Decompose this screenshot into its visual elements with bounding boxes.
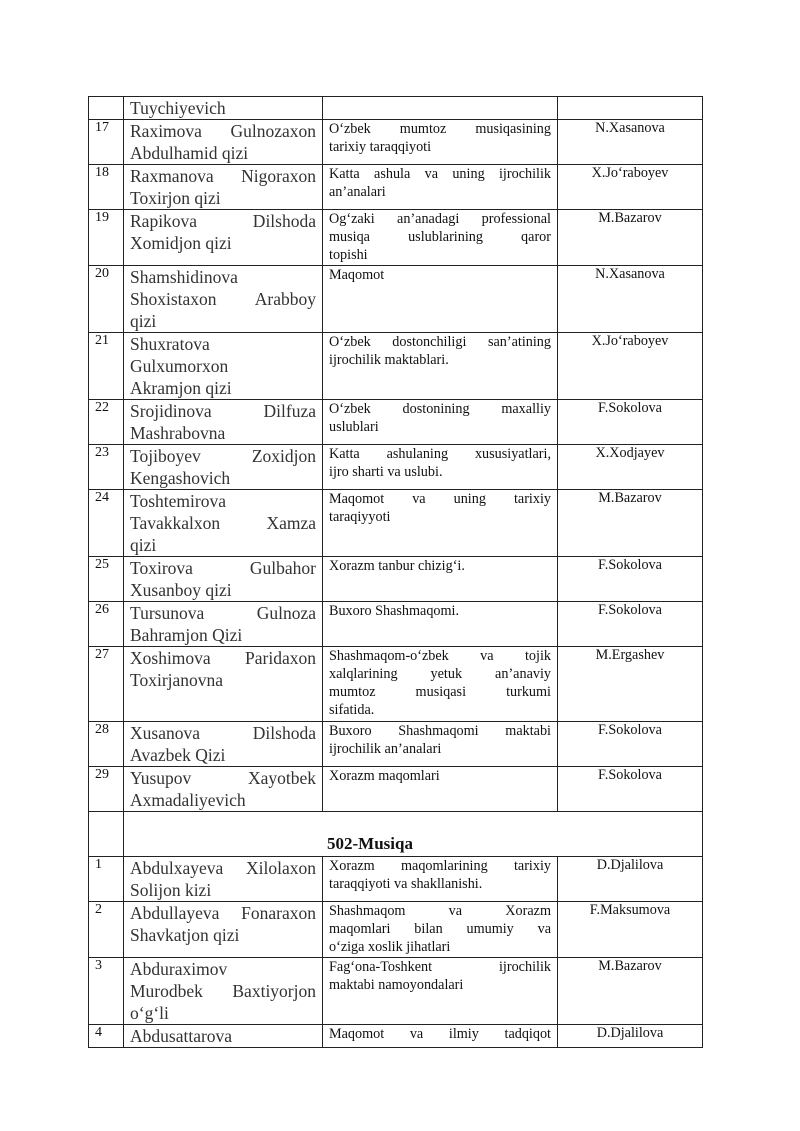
thesis-topic	[323, 902, 558, 958]
topic-line: Xorazm tanbur chizig‘i.	[329, 558, 465, 574]
student-name	[124, 490, 323, 557]
student-name	[124, 266, 323, 333]
topic-line: topishi	[329, 247, 368, 263]
table-row	[89, 266, 703, 333]
topic-line: Maqomot va uning tarixiy	[329, 491, 551, 507]
student-name	[124, 400, 323, 445]
thesis-topic	[323, 165, 558, 210]
topic-line: Og‘zaki an’anadagi professional	[329, 211, 551, 227]
name-line: Abdulxayeva Xilolaxon	[130, 858, 316, 878]
name-line: qizi	[130, 311, 157, 331]
name-line: Tursunova Gulnoza	[130, 603, 316, 623]
row-number: 2	[89, 902, 124, 958]
student-name	[124, 1025, 323, 1048]
thesis-topic	[323, 557, 558, 602]
name-line: Bahramjon Qizi	[130, 625, 243, 645]
name-line: Tavakkalxon Xamza	[130, 513, 316, 533]
student-name	[124, 647, 323, 722]
table-row	[89, 445, 703, 490]
row-number: 29	[89, 767, 124, 812]
topic-line: Fag‘ona-Toshkent ijrochilik	[329, 959, 551, 975]
name-line: Shavkatjon qizi	[130, 925, 240, 945]
row-number	[89, 97, 124, 120]
topic-line: ijro sharti va uslubi.	[329, 464, 443, 480]
name-line: o‘g‘li	[130, 1003, 169, 1023]
supervisor: F.Sokolova	[558, 400, 703, 445]
thesis-topic	[323, 333, 558, 400]
supervisor: M.Bazarov	[558, 210, 703, 266]
topic-line: O‘zbek mumtoz musiqasining	[329, 121, 551, 137]
row-number: 22	[89, 400, 124, 445]
name-line: Shuxratova	[130, 334, 210, 354]
row-number: 20	[89, 266, 124, 333]
thesis-topic	[323, 490, 558, 557]
table-row	[89, 958, 703, 1025]
thesis-topic	[323, 722, 558, 767]
thesis-topic	[323, 647, 558, 722]
row-number: 27	[89, 647, 124, 722]
name-line: Murodbek Baxtiyorjon	[130, 981, 316, 1001]
student-name	[124, 722, 323, 767]
topic-line: ijrochilik maktablari.	[329, 352, 449, 368]
thesis-topic	[323, 210, 558, 266]
thesis-topic	[323, 400, 558, 445]
student-name	[124, 333, 323, 400]
students-table	[88, 96, 703, 1048]
supervisor	[558, 97, 703, 120]
name-line: Avazbek Qizi	[130, 745, 226, 765]
student-name	[124, 557, 323, 602]
row-number: 25	[89, 557, 124, 602]
name-line: Kengashovich	[130, 468, 231, 488]
supervisor: M.Bazarov	[558, 958, 703, 1025]
student-name	[124, 902, 323, 958]
supervisor: D.Djalilova	[558, 1025, 703, 1048]
thesis-topic	[323, 97, 558, 120]
name-line: Abdullayeva Fonaraxon	[130, 903, 316, 923]
topic-line: o‘ziga xoslik jihatlari	[329, 939, 451, 955]
table-row	[89, 902, 703, 958]
topic-line: Maqomot va ilmiy tadqiqot	[329, 1026, 551, 1042]
student-name	[124, 445, 323, 490]
topic-line: Katta ashulaning xususiyatlari,	[329, 446, 551, 462]
name-line: Toshtemirova	[130, 491, 226, 511]
row-number: 28	[89, 722, 124, 767]
name-line: Tuychiyevich	[130, 98, 226, 118]
name-line: Akramjon qizi	[130, 378, 232, 398]
topic-line: Buxoro Shashmaqomi.	[329, 603, 460, 619]
topic-line: O‘zbek dostonchiligi san’atining	[329, 334, 551, 350]
name-line: Xomidjon qizi	[130, 233, 232, 253]
supervisor: N.Xasanova	[558, 266, 703, 333]
topic-line: musiqa uslublarining qaror	[329, 229, 551, 245]
table-row	[89, 165, 703, 210]
topic-line: Buxoro Shashmaqomi maktabi	[329, 723, 551, 739]
topic-line: Xorazm maqomlarining tarixiy	[329, 858, 551, 874]
name-line: Toxirova Gulbahor	[130, 558, 316, 578]
name-line: Yusupov Xayotbek	[130, 768, 316, 788]
student-name	[124, 958, 323, 1025]
topic-line: xalqlarining yetuk an’anaviy	[329, 666, 551, 682]
name-line: Axmadaliyevich	[130, 790, 246, 810]
thesis-topic	[323, 120, 558, 165]
group-title: 502-Musiqa	[327, 834, 413, 853]
row-number: 23	[89, 445, 124, 490]
row-number: 1	[89, 857, 124, 902]
topic-line: ijrochilik an’analari	[329, 741, 442, 757]
supervisor: M.Bazarov	[558, 490, 703, 557]
row-number: 19	[89, 210, 124, 266]
student-name	[124, 210, 323, 266]
thesis-topic	[323, 1025, 558, 1048]
thesis-topic	[323, 958, 558, 1025]
table-row	[89, 602, 703, 647]
thesis-topic	[323, 445, 558, 490]
topic-line: taraqiyyoti	[329, 509, 391, 525]
table-row	[89, 333, 703, 400]
table-row	[89, 97, 703, 120]
row-number: 17	[89, 120, 124, 165]
student-name	[124, 602, 323, 647]
topic-line: Katta ashula va uning ijrochilik	[329, 166, 551, 182]
topic-line: uslublari	[329, 419, 379, 435]
row-number: 4	[89, 1025, 124, 1048]
name-line: Xusanboy qizi	[130, 580, 232, 600]
name-line: Mashrabovna	[130, 423, 226, 443]
name-line: Tojiboyev Zoxidjon	[130, 446, 316, 466]
name-line: Abdusattarova	[130, 1026, 233, 1046]
row-number: 21	[89, 333, 124, 400]
supervisor: N.Xasanova	[558, 120, 703, 165]
topic-line: Shashmaqom va Xorazm	[329, 903, 551, 919]
table-row	[89, 722, 703, 767]
topic-line: O‘zbek dostonining maxalliy	[329, 401, 551, 417]
table-row	[89, 557, 703, 602]
supervisor: D.Djalilova	[558, 857, 703, 902]
supervisor: F.Maksumova	[558, 902, 703, 958]
supervisor: F.Sokolova	[558, 557, 703, 602]
thesis-topic	[323, 266, 558, 333]
topic-line: Xorazm maqomlari	[329, 768, 440, 784]
supervisor: X.Jo‘raboyev	[558, 165, 703, 210]
table-row	[89, 120, 703, 165]
name-line: Xusanova Dilshoda	[130, 723, 316, 743]
name-line: Raxmanova Nigoraxon	[130, 166, 316, 186]
name-line: Gulxumorxon	[130, 356, 229, 376]
table-row	[89, 490, 703, 557]
table-row	[89, 857, 703, 902]
group-header-row	[89, 812, 703, 857]
name-line: Abdulhamid qizi	[130, 143, 249, 163]
topic-line: sifatida.	[329, 702, 375, 718]
student-name	[124, 767, 323, 812]
supervisor: F.Sokolova	[558, 602, 703, 647]
table-row	[89, 1025, 703, 1048]
row-number	[89, 812, 124, 857]
topic-line: maqomlari bilan umumiy va	[329, 921, 551, 937]
name-line: Rapikova Dilshoda	[130, 211, 316, 231]
name-line: Shoxistaxon Arabboy	[130, 289, 316, 309]
row-number: 26	[89, 602, 124, 647]
table-row	[89, 647, 703, 722]
name-line: Srojidinova Dilfuza	[130, 401, 316, 421]
student-name	[124, 120, 323, 165]
supervisor: X.Jo‘raboyev	[558, 333, 703, 400]
student-name	[124, 857, 323, 902]
topic-line: tarixiy taraqqiyoti	[329, 139, 432, 155]
row-number: 24	[89, 490, 124, 557]
topic-line: mumtoz musiqasi turkumi	[329, 684, 551, 700]
supervisor: M.Ergashev	[558, 647, 703, 722]
table-row	[89, 767, 703, 812]
topic-line: an’analari	[329, 184, 386, 200]
table-row	[89, 210, 703, 266]
row-number: 3	[89, 958, 124, 1025]
table-row	[89, 400, 703, 445]
supervisor: F.Sokolova	[558, 722, 703, 767]
topic-line: maktabi namoyondalari	[329, 977, 464, 993]
thesis-topic	[323, 767, 558, 812]
name-line: Solijon kizi	[130, 880, 212, 900]
student-name	[124, 165, 323, 210]
thesis-topic	[323, 857, 558, 902]
name-line: Raximova Gulnozaxon	[130, 121, 316, 141]
student-name	[124, 97, 323, 120]
name-line: qizi	[130, 535, 157, 555]
name-line: Shamshidinova	[130, 267, 238, 287]
supervisor: F.Sokolova	[558, 767, 703, 812]
topic-line: Maqomot	[329, 267, 385, 283]
thesis-topic	[323, 602, 558, 647]
name-line: Abduraximov	[130, 959, 228, 979]
name-line: Toxirjon qizi	[130, 188, 221, 208]
topic-line: taraqqiyoti va shakllanishi.	[329, 876, 483, 892]
name-line: Xoshimova Paridaxon	[130, 648, 316, 668]
name-line: Toxirjanovna	[130, 670, 224, 690]
row-number: 18	[89, 165, 124, 210]
group-header-cell	[124, 812, 703, 857]
topic-line: Shashmaqom-o‘zbek va tojik	[329, 648, 551, 664]
supervisor: X.Xodjayev	[558, 445, 703, 490]
